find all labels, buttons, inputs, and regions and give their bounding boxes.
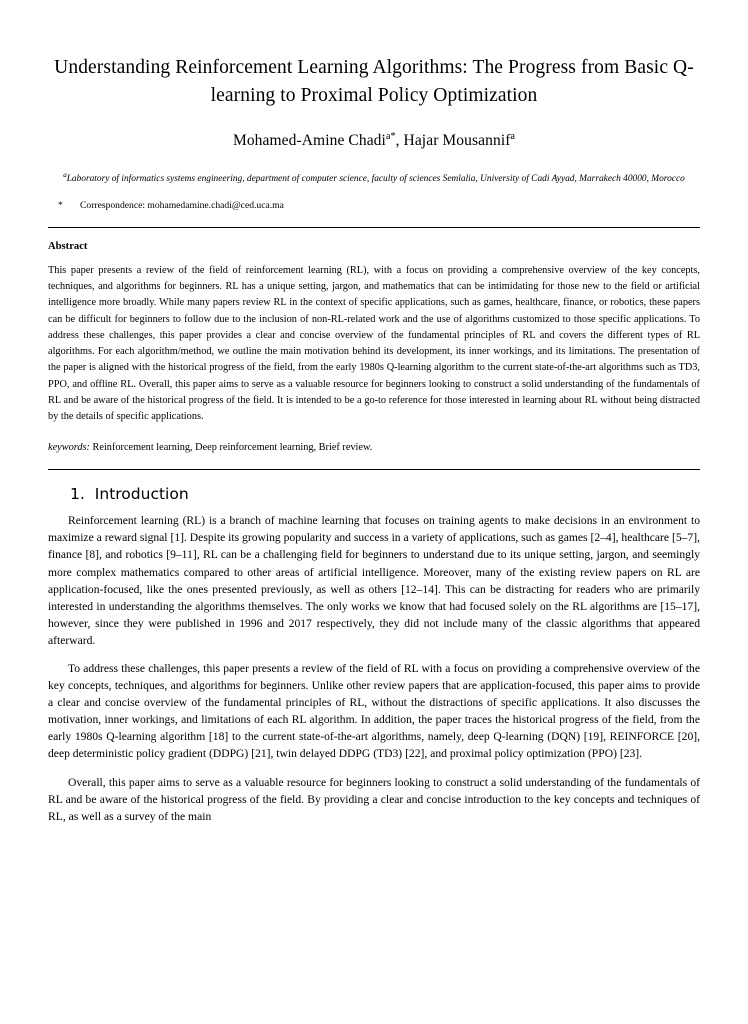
author-list [48,131,700,150]
divider-top [48,227,700,228]
page-title: Understanding Reinforcement Learning Algorithms: The Progress from Basic Q-learning to Proximal Policy Optimization [54,57,694,106]
abstract-text: This paper presents a review of the field of reinforcement learning (RL), with a focus on providing a comprehensive overview of the key concepts, techniques, and algorithms for beginners. RL has a unique setting, jargon, and mathematics that can be intimidating for those new to the field or artificial intelligence more broadly. While many papers review RL in the context of specific applications, such as games, healthcare, finance, or robotics, these papers can be difficult for beginners to follow due to the inclusion of non-RL-related work and the use of algorithms customized to those specific applications. To address these challenges, this paper provides a clear and concise overview of the fundamental principles of RL and covers the different types of RL algorithms. For each algorithm/method, we outline the main motivation behind its development, its inner workings, and its limitations. The presentation of the paper is aligned with the historical progress of the field, from the early 1980s Q-learning algorithm to the current state-of-the-art algorithms such as TD3, PPO, and offline RL. Overall, this paper aims to serve as a valuable resource for beginners looking to construct a solid understanding of the fundamentals of RL and be aware of the historical progress of the field. It is intended to be a go-to reference for those interested in learning about RL without being distracted by the details of specific applications. [48,264,700,423]
author-name-2: Hajar Mousannif [403,132,511,150]
paragraph: To address these challenges, this paper presents a review of the field of RL with a focus on providing a comprehensive overview of the key concepts, techniques, and algorithms for beginners. Unlike other review papers that are application-focused, this paper aims to provide a clear and concise overview of the fundamental principles of RL, without the distractions of specific applications. It also discusses the motivation, inner workings, and limitations of each RL algorithm. In addition, the paper traces the historical progress of the field, from the early 1980s Q-learning algorithm [18] to the current state-of-the-art algorithms, namely, deep Q-learning (DQN) [19], REINFORCE [20], deep deterministic policy gradient (DDPG) [21], twin delayed DDPG (TD3) [22], and proximal policy optimization (PPO) [23]. [48,662,700,761]
abstract-heading: Abstract [48,240,88,252]
correspondence-text: Correspondence: mohamedamine.chadi@ced.uca.ma [80,199,284,211]
affiliation-text: Laboratory of informatics systems engineering, department of computer science, faculty of sciences Semlalia, University of Cadi Ayyad, Marrakech 40000, Morocco [66,173,685,184]
paper-content [48,40,700,837]
section-heading-introduction [70,485,700,503]
author-separator: , [395,132,404,150]
paragraph: Reinforcement learning (RL) is a branch of machine learning that focuses on training agents to make decisions in an environment to maximize a reward signal [1]. Despite its growing popularity and success in a variety of applications, such as games [2–4], healthcare [5–7], finance [8], and robotics [9–11], RL can be a challenging field for beginners to understand due to its unique setting, jargon, and seemingly more complex mathematics compared to other areas of artificial intelligence. Moreover, many of the existing review papers on RL are application-focused, like the ones presented previously, as well as others [12–14]. This can be distracting for readers who are primarily interested in understanding the algorithms themselves. The only works we know that had focused solely on the RL algorithms are [15–17], however, since they were published in 1996 and 2017 respectively, they did not include many of the classic algorithms that appeared afterward. [48,514,700,647]
affiliation-marker: a [63,170,67,179]
section-title: Introduction [94,485,189,504]
author-affil-marker-1: a* [385,131,396,143]
correspondence-marker: * [58,199,63,211]
correspondence [48,200,700,211]
keywords-text: Reinforcement learning, Deep reinforcement learning, Brief review. [89,442,373,454]
author-affil-marker-2: a [510,131,516,143]
keywords [48,442,700,453]
affiliation [48,170,700,186]
section-number: 1. [70,485,85,504]
divider-bottom [48,469,700,470]
author-name-1: Mohamed-Amine Chadi [232,132,386,150]
paragraph: Overall, this paper aims to serve as a valuable resource for beginners looking to construct a solid understanding of the fundamentals of RL and be aware of the historical progress of the field. By providing a clear and concise introduction to the key concepts and techniques of RL, as well as a survey of the main [48,776,700,824]
keywords-label: keywords: [48,442,90,454]
